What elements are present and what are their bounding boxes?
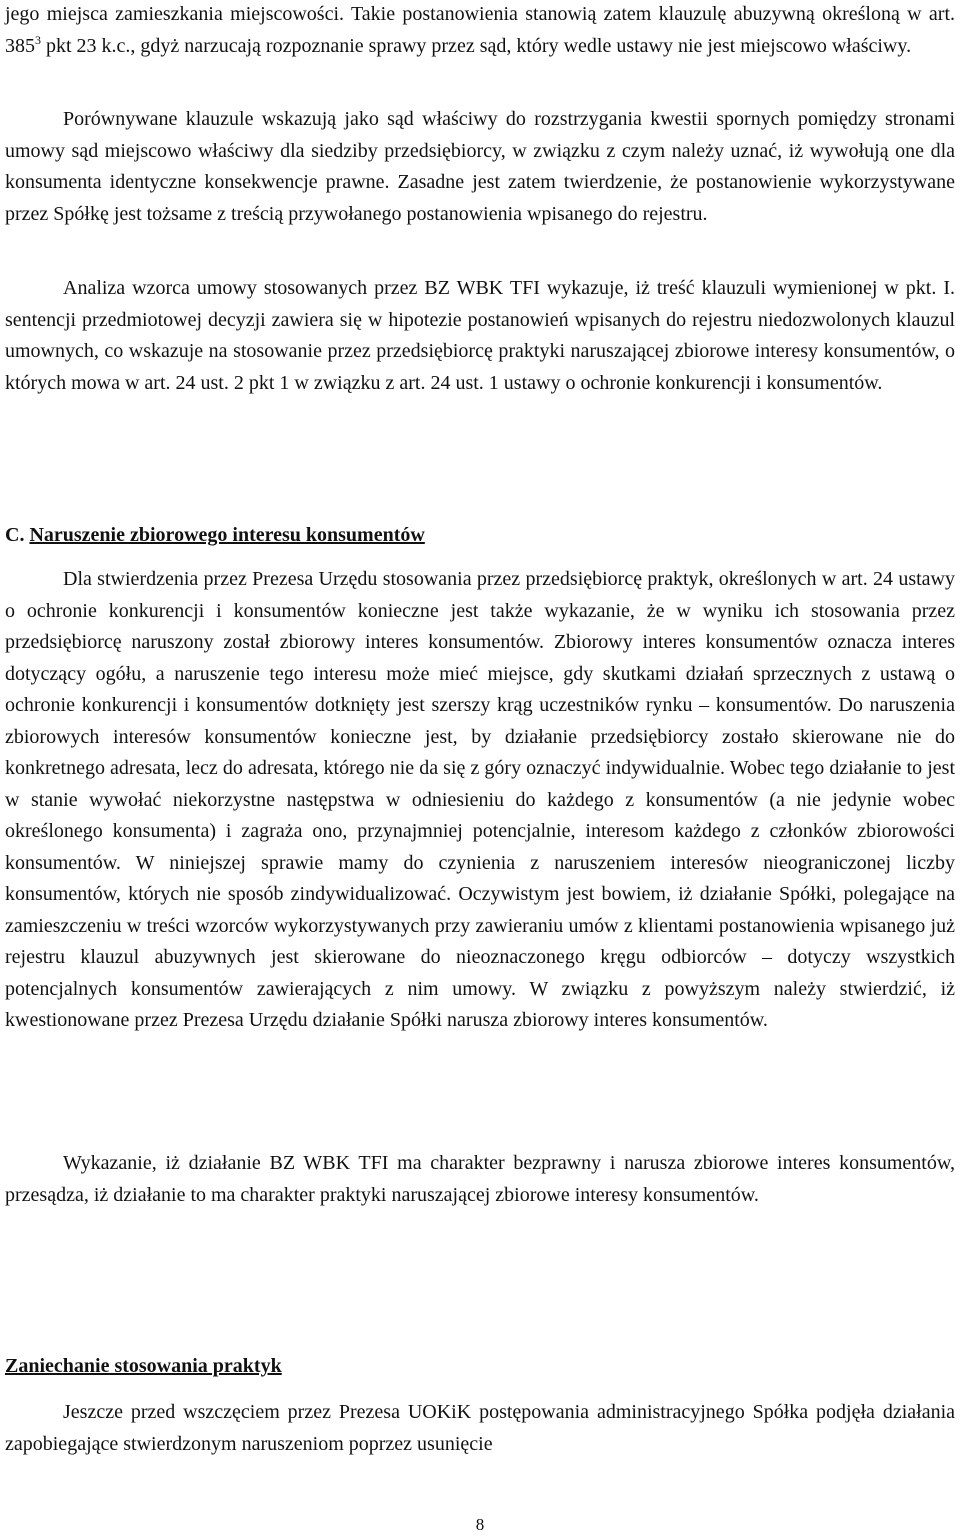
section-letter: C. [5, 524, 25, 546]
superscript: 3 [35, 32, 41, 47]
paragraph-analysis: Analiza wzorca umowy stosowanych przez BZ WBK TFI wykazuje, iż treść klauzuli wymienionej w pkt. I. sentencji przedmiotowej decyzji zawiera się w hipotezie postanowień wpisanych do rejestru niedozwolonych klauzul umownych, co wskazuje na stosowanie przez przedsiębiorcę praktyki naruszającej zbiorowe interesy konsumentów, o których mowa w art. 24 ust. 2 pkt 1 w związku z art. 24 ust. 1 ustawy o ochronie konkurencji i konsumentów. [5, 277, 955, 394]
section-heading-cessation [5, 1351, 955, 1383]
paragraph-text: pkt 23 k.c., gdyż narzucają rozpoznanie sprawy przez sąd, który wedle ustawy nie jest miejscowo właściwy. [41, 34, 912, 57]
paragraph-unlawful-conclusion: Wykazanie, iż działanie BZ WBK TFI ma charakter bezprawny i narusza zbiorowe interes konsumentów, przesądza, iż działanie to ma charakter praktyki naruszającej zbiorowe interesy konsumentów. [5, 1152, 955, 1206]
paragraph-cessation: Jeszcze przed wszczęciem przez Prezesa UOKiK postępowania administracyjnego Spółka podjęła działania zapobiegające stwierdzonym naruszeniom poprzez usunięcie [5, 1401, 955, 1455]
page-number: 8 [475, 1515, 485, 1534]
section-heading-c [5, 520, 955, 552]
paragraph-text: jego miejsca zamieszkania miejscowości. Takie postanowienia stanowią zatem klauzulę abuzywną określoną w art. 385 [5, 3, 955, 57]
paragraph-continuation [5, 0, 955, 62]
section-title: Zaniechanie stosowania praktyk [5, 1355, 282, 1377]
paragraph-collective-interest: Dla stwierdzenia przez Prezesa Urzędu stosowania przez przedsiębiorcę praktyk, określonych w art. 24 ustawy o ochronie konkurencji i konsumentów konieczne jest także wykazanie, że w wyniku ich stosowania przez przedsiębiorcę naruszony został zbiorowy interes konsumentów. Zbiorowy interes konsumentów oznacza interes dotyczący ogółu, a naruszenie tego interesu może mieć miejsce, gdy skutkami działań sprzecznych z ustawą o ochronie konkurencji i konsumentów dotknięty jest szerszy krąg uczestników rynku – konsumentów. Do naruszenia zbiorowych interesów konsumentów konieczne jest, by działanie przedsiębiorcy zostało skierowane nie do konkretnego adresata, lecz do adresata, którego nie da się z góry oznaczyć indywidualnie. Wobec tego działanie to jest w stanie wywołać niekorzystne następstwa w odniesieniu do każdego z konsumentów (a nie jedynie wobec określonego konsumenta) i zagraża ono, przynajmniej potencjalnie, interesom każdego z członków zbiorowości konsumentów. W niniejszej sprawie mamy do czynienia z naruszeniem interesów nieograniczonej liczby konsumentów, których nie sposób zindywidualizować. Oczywistym jest bowiem, iż działanie Spółki, polegające na zamieszczeniu w treści wzorców wykorzystywanych przy zawieraniu umów z klientami postanowienia wpisanego już rejestru klauzul abuzywnych jest skierowane do nieoznaczonego kręgu odbiorców – dotyczy wszystkich potencjalnych konsumentów zawierających z nim umowy. W związku z powyższym należy stwierdzić, iż kwestionowane przez Prezesa Urzędu działanie Spółki narusza zbiorowy interes konsumentów. [5, 568, 955, 1031]
paragraph-comparison: Porównywane klauzule wskazują jako sąd właściwy do rozstrzygania kwestii spornych pomiędzy stronami umowy sąd miejscowo właściwy dla siedziby przedsiębiorcy, w związku z czym należy uznać, iż wywołują one dla konsumenta identyczne konsekwencje prawne. Zasadne jest zatem twierdzenie, że postanowienie wykorzystywane przez Spółkę jest tożsame z treścią przywołanego postanowienia wpisanego do rejestru. [5, 108, 955, 225]
section-title: Naruszenie zbiorowego interesu konsumentów [29, 524, 425, 546]
